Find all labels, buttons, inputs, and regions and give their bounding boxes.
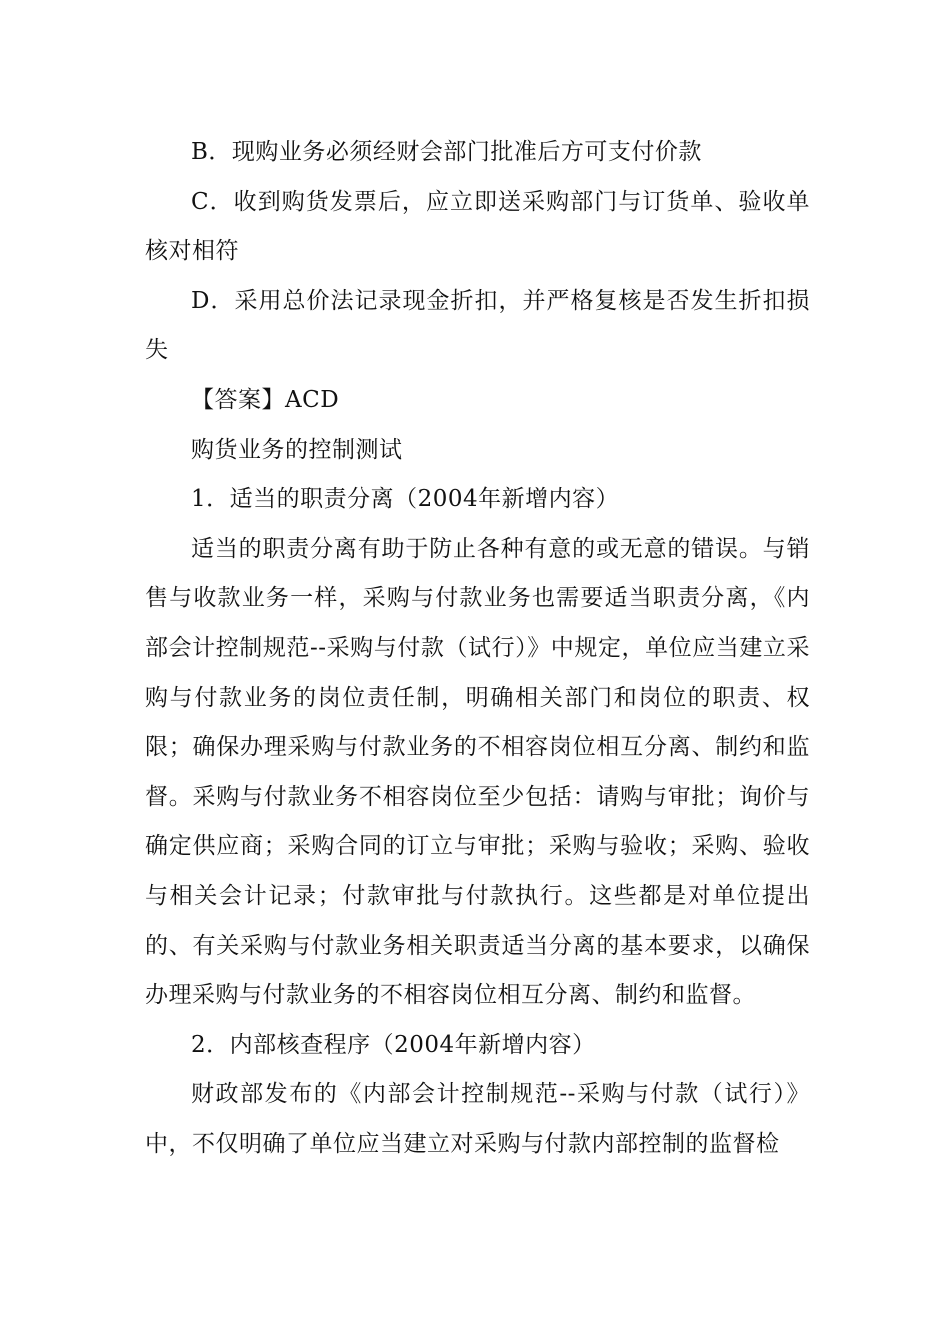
option-d-paragraph: D．采用总价法记录现金折扣，并严格复核是否发生折扣损失 bbox=[145, 287, 810, 364]
option-b-paragraph: B．现购业务必须经财会部门批准后方可支付价款 bbox=[191, 139, 702, 165]
section-heading: 购货业务的控制测试 bbox=[191, 436, 403, 463]
body-paragraph-1: 适当的职责分离有助于防止各种有意的或无意的错误。与销售与收款业务一样，采购与付款业务也需要适当职责分离，《内部会计控制规范--采购与付款（试行）》中规定，单位应当建立采购与付款业务的岗位责任制，明确相关部门和岗位的职责、权限；确保办理采购与付款业务的不相容岗位相互分离、制约和监督。采购与付款业务不相容岗位至少包括：请购与审批；询价与确定供应商；采购合同的订立与审批；采购与验收；采购、验收与相关会计记录；付款审批与付款执行。这些都是对单位提出的、有关采购与付款业务相关职责适当分离的基本要求，以确保办理采购与付款业务的不相容岗位相互分离、制约和监督。 bbox=[145, 535, 810, 1009]
answer-paragraph: 【答案】ACD bbox=[191, 386, 340, 413]
subsection-heading-1: 1．适当的职责分离（2004年新增内容） bbox=[191, 486, 620, 513]
subsection-heading-2: 2．内部核查程序（2004年新增内容） bbox=[191, 1031, 596, 1058]
document-body bbox=[145, 128, 810, 1169]
option-c-paragraph: C．收到购货发票后，应立即送采购部门与订货单、验收单核对相符 bbox=[145, 188, 810, 265]
body-paragraph-2: 财政部发布的《内部会计控制规范--采购与付款（试行）》中，不仅明确了单位应当建立对采购与付款内部控制的监督检 bbox=[145, 1081, 810, 1157]
